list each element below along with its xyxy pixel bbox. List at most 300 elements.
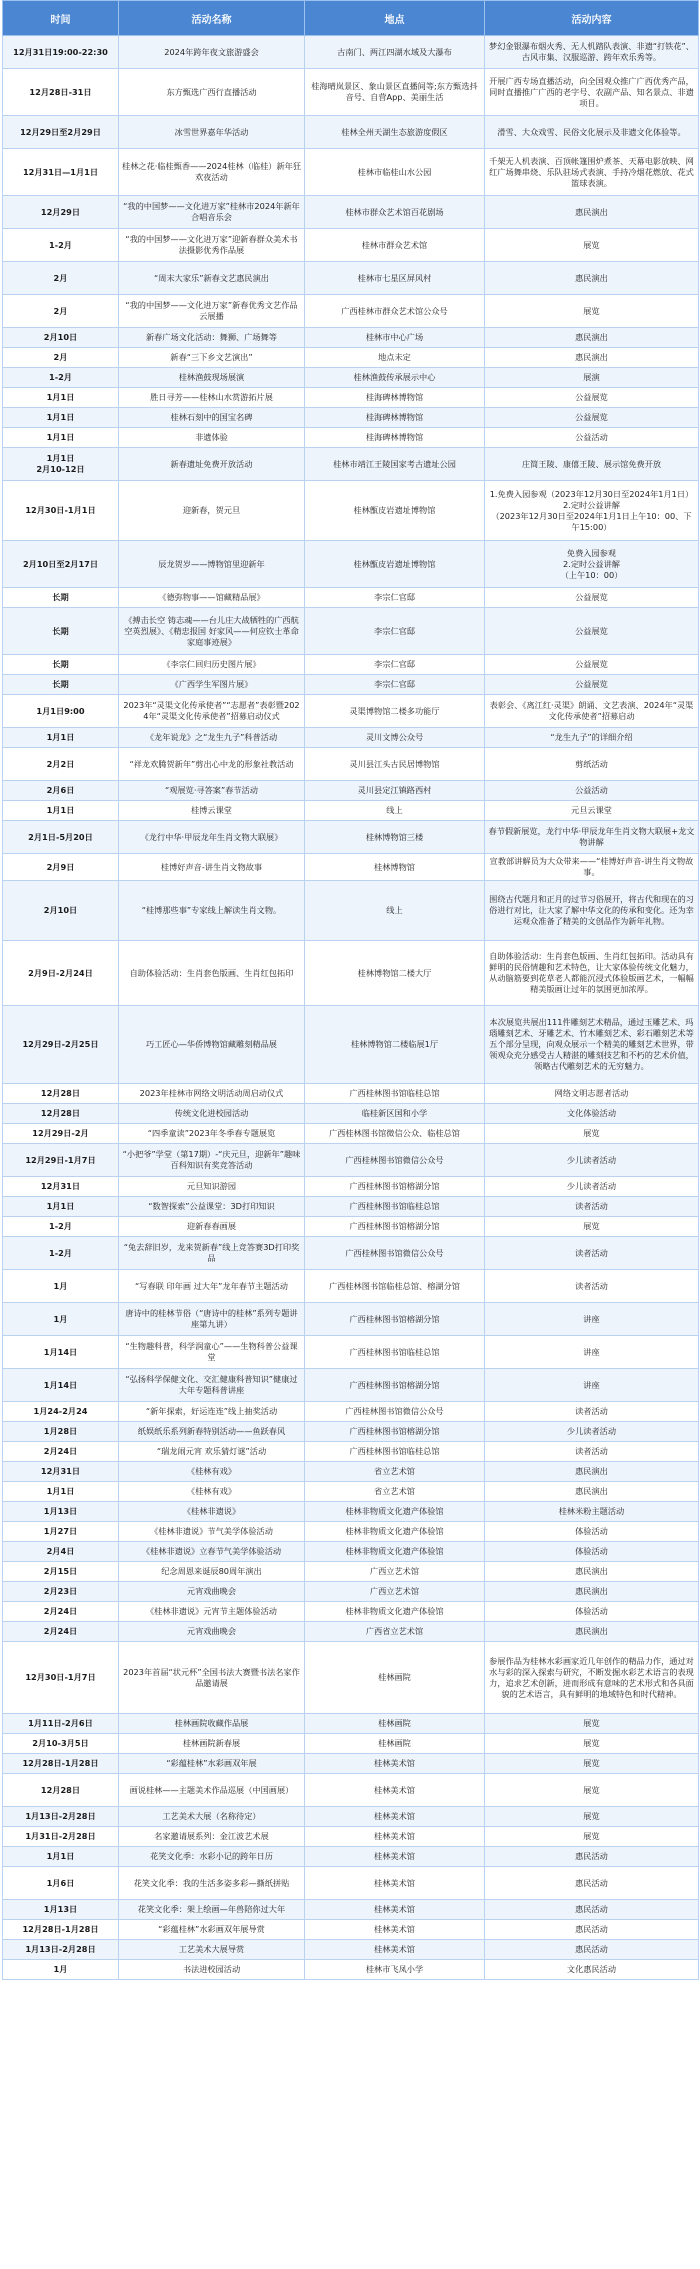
cell-time: 1月28日 (3, 1422, 119, 1442)
cell-activity-name: “小把爷”学堂（第17期）-“庆元旦，迎新年”趣味百科知识有奖竞答活动 (119, 1144, 305, 1177)
cell-time: 2月10-3月5日 (3, 1734, 119, 1754)
cell-activity-content: 体验活动 (485, 1602, 699, 1622)
cell-activity-content: 惠民演出 (485, 1462, 699, 1482)
cell-activity-name: 《广西学生军图片展》 (119, 675, 305, 695)
cell-time: 12月28日-31日 (3, 69, 119, 116)
cell-activity-name: 书法进校园活动 (119, 1960, 305, 1980)
table-row (3, 368, 699, 388)
cell-time: 1月24-2月24 (3, 1402, 119, 1422)
cell-activity-content: 围绕古代题月和正月的过节习俗展开，将古代和现在的习俗进行对比，让大家了解中华文化的传承和变化。还为幸运观众准备了精美的文创品作为新年礼物。 (485, 881, 699, 941)
cell-activity-name: 桂林渔鼓现场展演 (119, 368, 305, 388)
table-row (3, 1197, 699, 1217)
table-row (3, 1084, 699, 1104)
cell-time: 2月24日 (3, 1622, 119, 1642)
table-row (3, 1562, 699, 1582)
cell-location: 桂林美术馆 (305, 1754, 485, 1774)
cell-activity-content: 展览 (485, 1124, 699, 1144)
cell-activity-name: 冰雪世界嘉年华活动 (119, 116, 305, 149)
cell-activity-content: 少儿读者活动 (485, 1144, 699, 1177)
cell-location: 广西桂林图书馆微信公众号 (305, 1237, 485, 1270)
table-row (3, 36, 699, 69)
cell-time: 2月2日 (3, 748, 119, 781)
cell-location: 广西桂林图书馆临桂总馆、榕湖分馆 (305, 1270, 485, 1303)
table-row (3, 1462, 699, 1482)
table-row (3, 1774, 699, 1807)
cell-time: 1月31日-2月28日 (3, 1827, 119, 1847)
cell-activity-content: 展览 (485, 1774, 699, 1807)
cell-activity-name: “兔去辞旧岁，龙来贺新春”线上竞答赛3D打印奖品 (119, 1237, 305, 1270)
cell-time: 长期 (3, 588, 119, 608)
cell-activity-content: 读者活动 (485, 1237, 699, 1270)
cell-location: 桂林市临桂山水公园 (305, 149, 485, 196)
cell-activity-name: 花笑文化季：我的生活多姿多彩—撕纸拼贴 (119, 1867, 305, 1900)
cell-time: 1月1日9:00 (3, 695, 119, 728)
table-row (3, 728, 699, 748)
cell-time: 12月28日-1月28日 (3, 1754, 119, 1774)
table-row (3, 854, 699, 881)
cell-location: 广西桂林图书馆榕湖分馆 (305, 1422, 485, 1442)
cell-activity-content: 公益展览 (485, 655, 699, 675)
cell-activity-name: 新春广场文化活动：舞狮、广场舞等 (119, 328, 305, 348)
table-row (3, 881, 699, 941)
cell-activity-name: 2023年“灵渠文化传承使者”“志愿者”表彰暨2024年“灵渠文化传承使者”招募启动仪式 (119, 695, 305, 728)
cell-activity-name: 桂博好声音-讲生肖文物故事 (119, 854, 305, 881)
cell-activity-name: 2023年首届“状元杯”全国书法大赛暨书法名家作品邀请展 (119, 1642, 305, 1714)
cell-location: 广西桂林图书馆微信公众号 (305, 1402, 485, 1422)
cell-activity-content: 公益展览 (485, 675, 699, 695)
cell-time: 1-2月 (3, 1217, 119, 1237)
cell-activity-content: 剪纸活动 (485, 748, 699, 781)
cell-activity-content: 宣教部讲解员为大众带来——“桂博好声音-讲生肖文物故事。 (485, 854, 699, 881)
table-row (3, 1177, 699, 1197)
cell-location: 广西桂林图书馆榕湖分馆 (305, 1303, 485, 1336)
table-row (3, 1237, 699, 1270)
cell-activity-content: 惠民演出 (485, 262, 699, 295)
table-row (3, 655, 699, 675)
cell-activity-content: 参展作品为桂林水彩画家近几年创作的精品力作，通过对水与彩的深入探索与研究，不断发掘水彩艺术语言的表现力，追求艺术创新，进而形成有意味的艺术形式和各具面貌的艺术语言，具有鲜明的地域特色和时代精神。 (485, 1642, 699, 1714)
cell-time: 1月13日-2月28日 (3, 1807, 119, 1827)
cell-time: 2月 (3, 295, 119, 328)
cell-location: 桂海晴岚景区、象山景区直播间等;东方甄选抖音号、自营App、美丽生活 (305, 69, 485, 116)
cell-activity-content: 惠民演出 (485, 1562, 699, 1582)
cell-location: 临桂新区国和小学 (305, 1104, 485, 1124)
cell-activity-content: 惠民演出 (485, 1582, 699, 1602)
cell-time: 1月 (3, 1270, 119, 1303)
cell-location: 广西桂林市群众艺术馆公众号 (305, 295, 485, 328)
table-row (3, 116, 699, 149)
cell-activity-content: 公益展览 (485, 388, 699, 408)
cell-location: 李宗仁官邸 (305, 655, 485, 675)
cell-activity-name: 《龙年说龙》之“龙生九子”科普活动 (119, 728, 305, 748)
cell-time: 12月29日-2月25日 (3, 1006, 119, 1084)
cell-time: 1月11日-2月6日 (3, 1714, 119, 1734)
table-row (3, 1827, 699, 1847)
cell-activity-content: 庄简王陵、康僖王陵、展示馆免费开放 (485, 448, 699, 481)
table-row (3, 1754, 699, 1774)
cell-activity-content: 惠民演出 (485, 328, 699, 348)
cell-activity-name: 新春遗址免费开放活动 (119, 448, 305, 481)
cell-activity-name: “祥龙欢腾贺新年”剪出心中龙的形象社教活动 (119, 748, 305, 781)
cell-time: 1月1日 (3, 1197, 119, 1217)
activity-schedule-table (2, 0, 699, 1980)
cell-activity-name: 《搏击长空 铸志魂——台儿庄大战牺牲的广西航空英烈展》、《精忠报国 好家风——何应钦士革命家庭事迹展》 (119, 608, 305, 655)
cell-activity-name: “观展览·寻答案”春节活动 (119, 781, 305, 801)
cell-location: 桂海碑林博物馆 (305, 428, 485, 448)
table-row (3, 1104, 699, 1124)
cell-location: 广西桂林图书馆临桂总馆 (305, 1336, 485, 1369)
cell-activity-name: “彩蕴桂林”水彩画双年展 (119, 1754, 305, 1774)
cell-activity-name: “我的中国梦——文化进万家”新春优秀文艺作品云展播 (119, 295, 305, 328)
header-activity-name: 活动名称 (119, 1, 305, 36)
cell-location: 桂林美术馆 (305, 1867, 485, 1900)
cell-location: 桂林市群众艺术馆百花剧场 (305, 196, 485, 229)
cell-location: 线上 (305, 801, 485, 821)
table-row (3, 69, 699, 116)
cell-time: 12月31日 (3, 1177, 119, 1197)
cell-time: 1-2月 (3, 1237, 119, 1270)
cell-activity-content: 读者活动 (485, 1270, 699, 1303)
cell-activity-name: 《桂林非遗说》节气美学体验活动 (119, 1522, 305, 1542)
cell-time: 12月30日-1月1日 (3, 481, 119, 541)
cell-activity-name: “桂博那些事”专家线上解读生肖文物。 (119, 881, 305, 941)
cell-activity-name: 迎新春，贺元旦 (119, 481, 305, 541)
cell-location: 广西桂林图书馆临桂总馆 (305, 1197, 485, 1217)
cell-time: 12月31日19:00-22:30 (3, 36, 119, 69)
cell-location: 桂林画院 (305, 1642, 485, 1714)
cell-activity-name: 2024年跨年夜文旅游盛会 (119, 36, 305, 69)
cell-activity-name: “我的中国梦——文化进万家”桂林市2024年新年合唱音乐会 (119, 196, 305, 229)
table-row (3, 1920, 699, 1940)
cell-activity-name: 《桂林非遗说》 (119, 1502, 305, 1522)
cell-activity-content: 展演 (485, 368, 699, 388)
cell-time: 1月 (3, 1303, 119, 1336)
table-row (3, 748, 699, 781)
cell-location: 桂林美术馆 (305, 1847, 485, 1867)
cell-time: 长期 (3, 655, 119, 675)
cell-activity-name: 传统文化进校园活动 (119, 1104, 305, 1124)
table-row (3, 541, 699, 588)
cell-time: 1月13日 (3, 1900, 119, 1920)
table-row (3, 1960, 699, 1980)
table-row (3, 1369, 699, 1402)
cell-location: 地点未定 (305, 348, 485, 368)
cell-time: 12月29日-1月7日 (3, 1144, 119, 1177)
table-row (3, 1847, 699, 1867)
cell-location: 桂林博物馆 (305, 854, 485, 881)
cell-location: 广西桂林图书馆临桂总馆 (305, 1442, 485, 1462)
cell-location: 桂林渔鼓传承展示中心 (305, 368, 485, 388)
cell-location: 桂林美术馆 (305, 1807, 485, 1827)
cell-activity-content: 文化惠民活动 (485, 1960, 699, 1980)
cell-location: 广西桂林图书馆榕湖分馆 (305, 1217, 485, 1237)
cell-activity-content: 读者活动 (485, 1402, 699, 1422)
table-row (3, 1622, 699, 1642)
cell-location: 线上 (305, 881, 485, 941)
cell-activity-name: 迎新春春画展 (119, 1217, 305, 1237)
table-row (3, 1442, 699, 1462)
cell-location: 桂林博物馆二楼临展1厅 (305, 1006, 485, 1084)
cell-location: 广西立艺术馆 (305, 1562, 485, 1582)
table-row (3, 1602, 699, 1622)
cell-time: 2月10日 (3, 881, 119, 941)
cell-activity-name: 自助体验活动：生肖套色版画、生肖红包拓印 (119, 941, 305, 1006)
table-row (3, 1303, 699, 1336)
cell-location: 桂林市飞凤小学 (305, 1960, 485, 1980)
cell-activity-content: 公益活动 (485, 428, 699, 448)
cell-time: 12月28日-1月28日 (3, 1920, 119, 1940)
cell-location: 桂林非物质文化遗产体验馆 (305, 1502, 485, 1522)
cell-activity-content: 体验活动 (485, 1542, 699, 1562)
cell-activity-content: 自助体验活动：生肖套色版画、生肖红包拓印。活动具有鲜明的民俗情趣和艺术特色，让大家体验传统文化魅力，从动脑筋要到花草老人都能沉浸式体验版画艺术，一幅幅精美版画让过年的氛围更加浓厚。 (485, 941, 699, 1006)
cell-activity-content: 惠民活动 (485, 1900, 699, 1920)
cell-activity-content: 展览 (485, 1734, 699, 1754)
cell-activity-name: 新春“三下乡文艺演出” (119, 348, 305, 368)
cell-location: 桂林市靖江王陵国家考古遗址公园 (305, 448, 485, 481)
cell-activity-name: 胜日寻芳——桂林山水赏游拓片展 (119, 388, 305, 408)
cell-activity-content: 体验活动 (485, 1522, 699, 1542)
cell-activity-name: “数智探索”公益课堂：3D打印知识 (119, 1197, 305, 1217)
cell-time: 2月 (3, 262, 119, 295)
cell-activity-name: 画说桂林——主题美术作品巡展（中国画展） (119, 1774, 305, 1807)
cell-activity-content: 惠民演出 (485, 1622, 699, 1642)
cell-activity-name: 花笑文化季：水彩小记的跨年日历 (119, 1847, 305, 1867)
table-row (3, 1006, 699, 1084)
cell-time: 1月1日 (3, 801, 119, 821)
cell-time: 2月9日 (3, 854, 119, 881)
cell-activity-content: 展览 (485, 1714, 699, 1734)
cell-activity-content: 讲座 (485, 1336, 699, 1369)
cell-location: 桂林博物馆三楼 (305, 821, 485, 854)
cell-activity-name: 纪念周恩来诞辰80周年演出 (119, 1562, 305, 1582)
table-row (3, 196, 699, 229)
table-row (3, 1807, 699, 1827)
cell-time: 12月29日至2月29日 (3, 116, 119, 149)
cell-activity-name: 辰龙贺岁——博物馆里迎新年 (119, 541, 305, 588)
cell-activity-content: 滑雪、大众戏雪、民俗文化展示及非遗文化体验等。 (485, 116, 699, 149)
cell-location: 广西桂林图书馆微信公众号 (305, 1144, 485, 1177)
table-row (3, 695, 699, 728)
cell-activity-content: 讲座 (485, 1303, 699, 1336)
cell-time: 12月28日 (3, 1084, 119, 1104)
cell-activity-content: 惠民活动 (485, 1867, 699, 1900)
cell-location: 桂林美术馆 (305, 1940, 485, 1960)
table-row (3, 608, 699, 655)
cell-activity-name: “彩蕴桂林”水彩画双年展导赏 (119, 1920, 305, 1940)
cell-location: 古南门、两江四湖水域及大瀑布 (305, 36, 485, 69)
cell-time: 1-2月 (3, 368, 119, 388)
cell-activity-content: 惠民活动 (485, 1940, 699, 1960)
cell-time: 1月1日 (3, 408, 119, 428)
cell-time: 2月23日 (3, 1582, 119, 1602)
table-row (3, 428, 699, 448)
cell-time: 1月1日 (3, 728, 119, 748)
cell-activity-name: 巧工匠心—华侨博物馆藏雕刻精品展 (119, 1006, 305, 1084)
cell-activity-content: 公益活动 (485, 781, 699, 801)
cell-activity-name: 非遗体验 (119, 428, 305, 448)
cell-time: 长期 (3, 675, 119, 695)
cell-activity-content: 少儿读者活动 (485, 1422, 699, 1442)
cell-activity-content: 展览 (485, 295, 699, 328)
cell-time: 长期 (3, 608, 119, 655)
cell-activity-name: 东方甄选广西行直播活动 (119, 69, 305, 116)
cell-time: 1月1日 (3, 428, 119, 448)
cell-activity-content: 公益展览 (485, 408, 699, 428)
cell-activity-name: “四季童读”2023年冬季春专题展览 (119, 1124, 305, 1144)
table-row (3, 295, 699, 328)
cell-location: 桂林甑皮岩遗址博物馆 (305, 541, 485, 588)
table-row (3, 941, 699, 1006)
cell-activity-name: 桂林之花·临桂甄香——2024桂林（临桂）新年狂欢夜活动 (119, 149, 305, 196)
cell-activity-content: 元旦云课堂 (485, 801, 699, 821)
cell-time: 12月29日 (3, 196, 119, 229)
cell-location: 桂林市中心广场 (305, 328, 485, 348)
cell-time: 2月 (3, 348, 119, 368)
cell-activity-content: 惠民活动 (485, 1847, 699, 1867)
table-row (3, 262, 699, 295)
cell-time: 2月9日-2月24日 (3, 941, 119, 1006)
cell-location: 广西桂林图书馆临桂总馆 (305, 1084, 485, 1104)
cell-time: 2月1日-5月20日 (3, 821, 119, 854)
cell-location: 桂林市七星区屏风村 (305, 262, 485, 295)
cell-activity-content: 梦幻金银瀑布烟火秀、无人机踏队表演、非遗“打铁花”、古风市集、汉服巡游、跨年欢乐秀等。 (485, 36, 699, 69)
cell-activity-content: 文化体验活动 (485, 1104, 699, 1124)
cell-activity-content: 网络文明志愿者活动 (485, 1084, 699, 1104)
table-row (3, 675, 699, 695)
table-row (3, 1402, 699, 1422)
cell-activity-name: 《桂林有戏》 (119, 1482, 305, 1502)
cell-activity-content: 展览 (485, 1754, 699, 1774)
table-body (3, 36, 699, 1980)
cell-location: 省立艺术馆 (305, 1482, 485, 1502)
cell-activity-name: 桂博云课堂 (119, 801, 305, 821)
cell-location: 灵川县定江镇路西村 (305, 781, 485, 801)
cell-time: 12月28日 (3, 1104, 119, 1124)
cell-activity-content: 公益展览 (485, 608, 699, 655)
cell-activity-name: 唐诗中的桂林节俗（“唐诗中的桂林”系列专题讲座第九讲） (119, 1303, 305, 1336)
header-time: 时间 (3, 1, 119, 36)
cell-location: 广西立艺术馆 (305, 1582, 485, 1602)
cell-location: 桂林美术馆 (305, 1827, 485, 1847)
cell-time: 1月1日 (3, 388, 119, 408)
table-row (3, 1124, 699, 1144)
cell-time: 2月4日 (3, 1542, 119, 1562)
cell-activity-content: 惠民演出 (485, 1482, 699, 1502)
cell-activity-content: 开展广西专场直播活动，向全国观众推广广西优秀产品，同时直播推广广西的老字号、农副产品、知名景点、非遗项目。 (485, 69, 699, 116)
table-row (3, 448, 699, 481)
cell-activity-name: 《桂林有戏》 (119, 1462, 305, 1482)
cell-activity-content: 表彰会、《离江红·灵渠》朗诵、文艺表演、2024年“灵渠文化传承使者”招募启动 (485, 695, 699, 728)
cell-location: 桂林全州天湖生态旅游度假区 (305, 116, 485, 149)
table-row (3, 388, 699, 408)
cell-location: 桂林画院 (305, 1734, 485, 1754)
table-row (3, 781, 699, 801)
cell-activity-content: 1.免费入园参观（2023年12月30日至2024年1月1日） 2.定时公益讲解 （2023年12月30日至2024年1月1日上午10：00、下午15:00） (485, 481, 699, 541)
cell-activity-name: 《桂林非遗说》立春节气美学体验活动 (119, 1542, 305, 1562)
cell-time: 1月14日 (3, 1369, 119, 1402)
table-row (3, 1482, 699, 1502)
cell-activity-name: 桂林石刻中的国宝名碑 (119, 408, 305, 428)
cell-activity-content: 惠民演出 (485, 348, 699, 368)
cell-activity-name: 《德弥物事——馆藏精品展》 (119, 588, 305, 608)
cell-location: 广西桂林图书馆榕湖分馆 (305, 1369, 485, 1402)
cell-activity-name: “写春联 印年画 过大年”龙年春节主题活动 (119, 1270, 305, 1303)
header-activity-content: 活动内容 (485, 1, 699, 36)
cell-activity-name: 元宵戏曲晚会 (119, 1622, 305, 1642)
cell-time: 2月24日 (3, 1602, 119, 1622)
cell-location: 桂林甑皮岩遗址博物馆 (305, 481, 485, 541)
cell-activity-name: 花笑文化季：架上绘画—年兽陪你过大年 (119, 1900, 305, 1920)
cell-activity-content: “龙生九子”的详细介绍 (485, 728, 699, 748)
table-row (3, 1270, 699, 1303)
cell-time: 1月14日 (3, 1336, 119, 1369)
table-row (3, 1522, 699, 1542)
table-row (3, 1900, 699, 1920)
table-row (3, 1714, 699, 1734)
cell-location: 灵渠博物馆二楼多功能厅 (305, 695, 485, 728)
cell-activity-name: “瑞龙闹元宵 欢乐猜灯谜”活动 (119, 1442, 305, 1462)
cell-time: 2月10日至2月17日 (3, 541, 119, 588)
cell-activity-content: 展览 (485, 229, 699, 262)
cell-activity-name: 桂林画院新春展 (119, 1734, 305, 1754)
table-row (3, 481, 699, 541)
cell-time: 1月1日 2月10-12日 (3, 448, 119, 481)
cell-activity-name: 工艺美术大展导赏 (119, 1940, 305, 1960)
table-row (3, 1734, 699, 1754)
table-row (3, 1502, 699, 1522)
cell-location: 广西省立艺术馆 (305, 1622, 485, 1642)
cell-activity-name: 《李宗仁回归历史图片展》 (119, 655, 305, 675)
cell-activity-content: 免费入园参观 2.定时公益讲解 （上午10：00） (485, 541, 699, 588)
cell-activity-content: 读者活动 (485, 1442, 699, 1462)
cell-activity-name: 桂林画院收藏作品展 (119, 1714, 305, 1734)
cell-activity-content: 本次展览共展出111件雕刻艺术精品，通过玉雕艺术、玛瑙雕刻艺术、牙雕艺术、竹木雕刻艺术、彩石雕刻艺术等五个部分呈现，向观众展示一个精美的雕刻艺术世界，带领观众充分感受古人精湛的雕刻技艺和不朽的艺术价值，领略古代雕刻艺术的无穷魅力。 (485, 1006, 699, 1084)
cell-time: 1月6日 (3, 1867, 119, 1900)
cell-time: 12月31日 (3, 1462, 119, 1482)
cell-activity-content: 春节假新展览，龙行中华·甲辰龙年生肖文物大联展+龙文物讲解 (485, 821, 699, 854)
cell-location: 桂林市群众艺术馆 (305, 229, 485, 262)
cell-activity-content: 惠民演出 (485, 196, 699, 229)
cell-location: 广西桂林图书馆微信公众、临桂总馆 (305, 1124, 485, 1144)
table-row (3, 1144, 699, 1177)
cell-activity-content: 讲座 (485, 1369, 699, 1402)
cell-time: 1-2月 (3, 229, 119, 262)
cell-activity-name: 《桂林非遗说》元宵节主题体验活动 (119, 1602, 305, 1622)
cell-location: 桂林非物质文化遗产体验馆 (305, 1542, 485, 1562)
cell-time: 2月24日 (3, 1442, 119, 1462)
header-location: 地点 (305, 1, 485, 36)
cell-activity-content: 展览 (485, 1217, 699, 1237)
cell-activity-name: “生物趣科普，科学润童心”——生物科普公益课堂 (119, 1336, 305, 1369)
cell-location: 灵川文博公众号 (305, 728, 485, 748)
cell-activity-name: 纸娱纸乐系列新春特别活动——鱼跃春风 (119, 1422, 305, 1442)
table-row (3, 1422, 699, 1442)
table-row (3, 1336, 699, 1369)
cell-location: 桂林非物质文化遗产体验馆 (305, 1602, 485, 1622)
cell-activity-name: “周末大家乐”新春文艺惠民演出 (119, 262, 305, 295)
table-row (3, 229, 699, 262)
table-row (3, 1582, 699, 1602)
cell-time: 1月13日 (3, 1502, 119, 1522)
cell-activity-name: “新年探索，好运连连”线上抽奖活动 (119, 1402, 305, 1422)
cell-activity-name: “弘扬科学保健文化、交汇健康科普知识”健康过大年专题科普讲座 (119, 1369, 305, 1402)
cell-time: 12月30日-1月7日 (3, 1642, 119, 1714)
table-header-row (3, 1, 699, 36)
cell-location: 桂林美术馆 (305, 1774, 485, 1807)
cell-location: 桂林美术馆 (305, 1920, 485, 1940)
cell-time: 1月1日 (3, 1847, 119, 1867)
cell-location: 李宗仁官邸 (305, 608, 485, 655)
cell-activity-content: 读者活动 (485, 1197, 699, 1217)
